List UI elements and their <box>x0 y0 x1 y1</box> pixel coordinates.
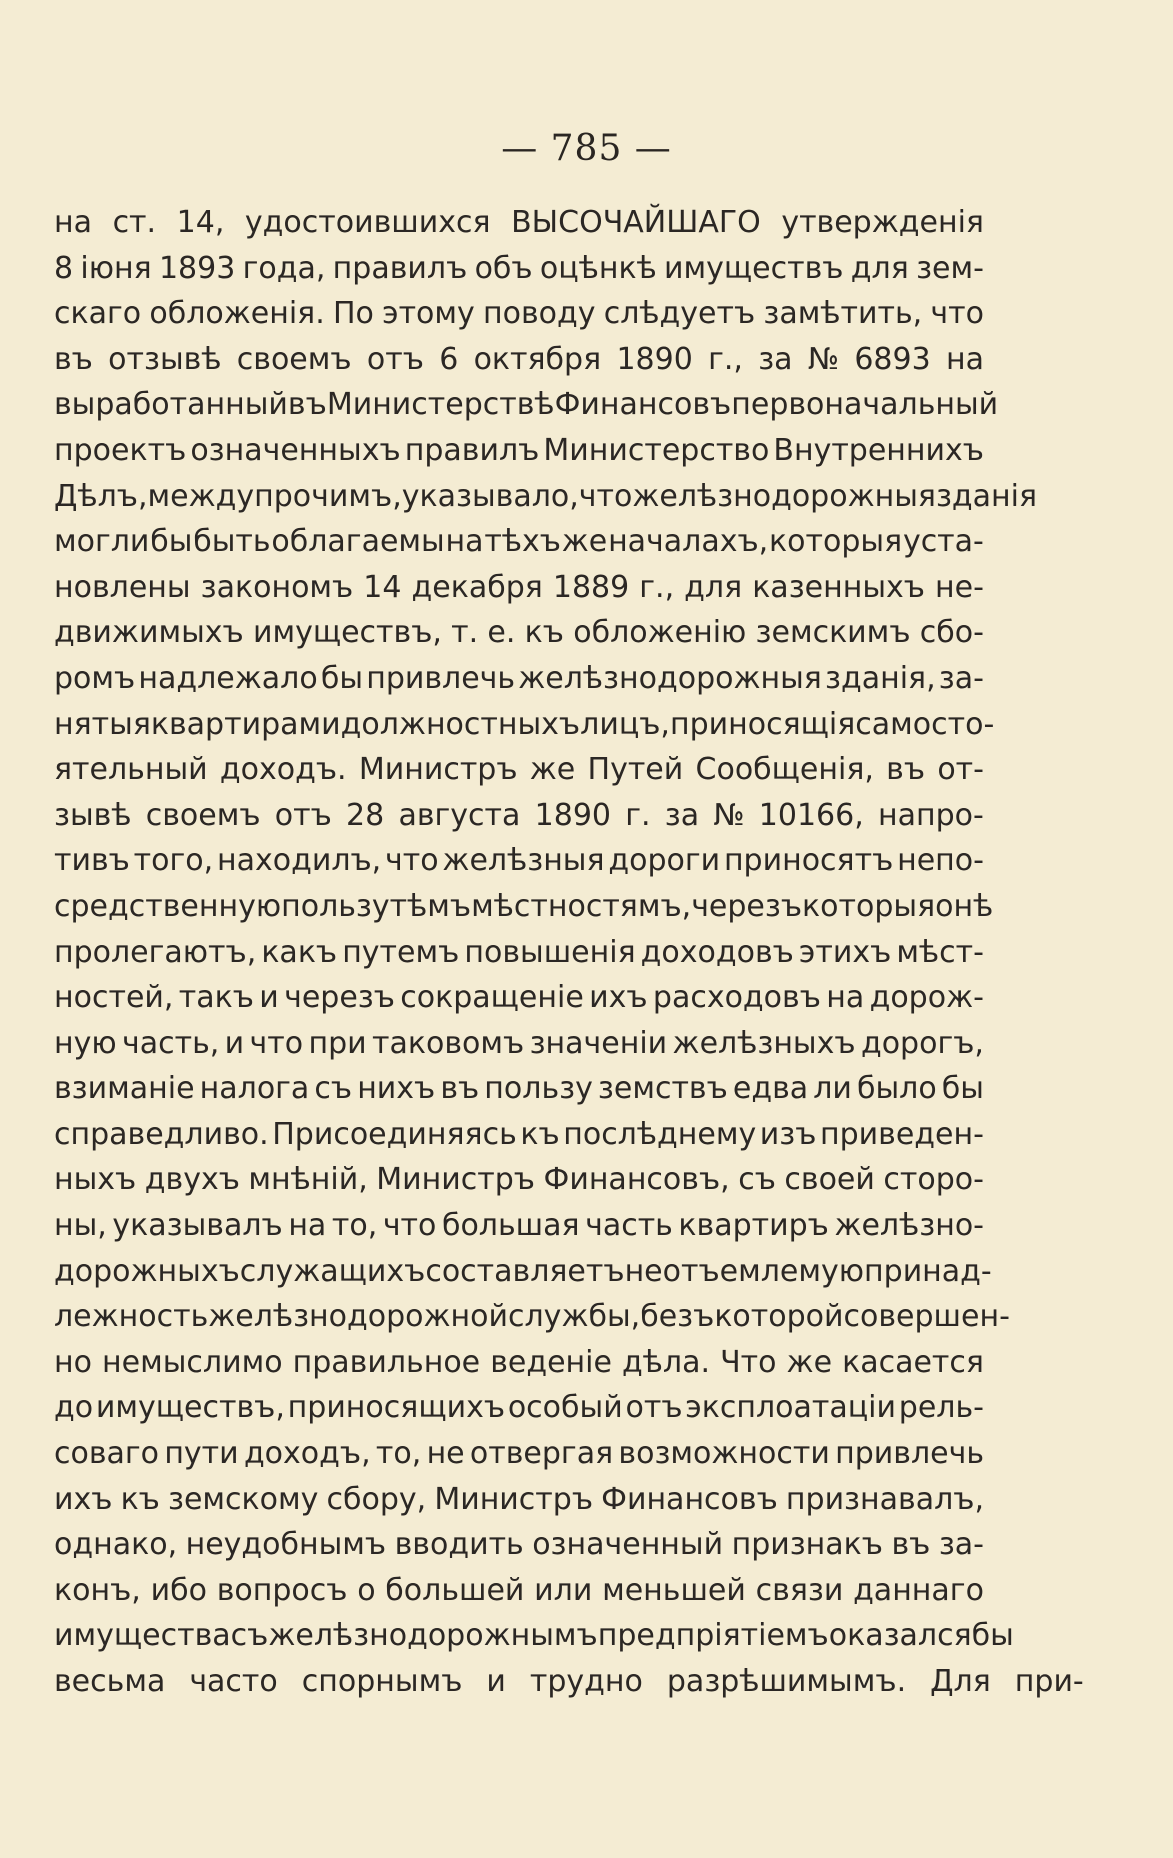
word: особый <box>507 1390 623 1426</box>
word: въ <box>891 1527 931 1563</box>
word: неотъемлемую <box>624 1253 865 1289</box>
text-line <box>54 747 984 793</box>
word: весьма <box>54 1664 166 1699</box>
word: Для <box>930 1664 991 1699</box>
word: средственную <box>54 888 282 924</box>
word: желѣзныя <box>442 843 605 879</box>
word: скаго <box>54 296 142 332</box>
word: мѣст- <box>896 934 984 970</box>
text-line <box>54 884 994 930</box>
word: для <box>850 250 909 286</box>
word: и <box>224 1025 245 1061</box>
word: означенный <box>532 1527 724 1563</box>
text-line <box>54 246 984 292</box>
word: оцѣнкѣ <box>539 250 657 286</box>
word: Министерствѣ <box>326 387 555 423</box>
word: пролегаютъ, <box>54 934 257 970</box>
word: Министръ <box>358 752 518 788</box>
word: октября <box>473 341 602 377</box>
text-line <box>54 1249 992 1295</box>
word: не <box>426 1436 465 1472</box>
word: съ <box>314 1071 353 1107</box>
word: тѣхъ <box>484 524 561 560</box>
word: послѣднему <box>563 1116 757 1152</box>
word: Путей <box>587 752 684 788</box>
text-line <box>54 838 984 884</box>
word: составляетъ <box>425 1253 625 1289</box>
word: или <box>534 1572 593 1608</box>
word: земскому <box>168 1481 319 1517</box>
word: 28 <box>346 797 385 833</box>
word: принад- <box>864 1253 992 1289</box>
word: имуществъ, <box>95 1390 285 1426</box>
word: напро- <box>878 797 984 833</box>
word: лежность <box>54 1299 209 1335</box>
word: и <box>486 1664 506 1699</box>
text-line <box>54 1021 984 1067</box>
word: іюня <box>80 250 152 286</box>
word: 6 <box>439 341 459 377</box>
word: налога <box>199 1071 310 1107</box>
word: въ <box>54 341 93 377</box>
word: желѣзнодорожныя <box>518 660 822 696</box>
word: Сообщенія, <box>695 752 874 788</box>
text-line <box>54 337 984 383</box>
word: совершен- <box>843 1299 1010 1335</box>
word: е. <box>487 615 516 651</box>
text-line <box>54 793 984 839</box>
word: Министръ <box>376 1162 535 1198</box>
text-line <box>54 1613 1014 1659</box>
word: вводить <box>394 1527 524 1563</box>
word: т. <box>451 615 479 651</box>
word: этому <box>382 296 475 332</box>
word: что <box>382 1208 437 1244</box>
word: Что <box>720 1344 777 1380</box>
text-line <box>54 975 984 1021</box>
word: неудобнымъ <box>185 1527 387 1563</box>
word: приносящихъ <box>287 1390 506 1426</box>
word: 14 <box>363 569 402 605</box>
word: связи <box>755 1572 844 1608</box>
text-line <box>54 930 984 976</box>
word: не- <box>935 569 984 605</box>
word: что <box>930 296 984 332</box>
word: разрѣшимымъ. <box>666 1664 907 1699</box>
text-line <box>54 1112 984 1158</box>
word: Дѣлъ, <box>54 478 148 514</box>
word: облагаемы <box>271 524 445 560</box>
word: ныхъ <box>54 1162 137 1198</box>
word: утвержденія <box>781 205 984 240</box>
word: желѣзныхъ <box>672 1025 856 1061</box>
word: выработанный <box>54 387 288 423</box>
body-text <box>54 200 1084 1705</box>
text-line <box>54 200 984 246</box>
word: имуществъ <box>664 250 844 286</box>
word: пути <box>164 1436 239 1472</box>
word: съ <box>738 1162 776 1198</box>
word: приносящія <box>669 706 856 742</box>
word: обложенія. <box>149 296 325 332</box>
word: привлечь <box>835 1436 984 1472</box>
word: Министръ <box>434 1481 594 1517</box>
word: Финансовъ, <box>543 1162 730 1198</box>
word: слѣдуетъ <box>603 296 756 332</box>
word: зданія, <box>825 660 936 696</box>
word: ВЫСОЧАЙШАГО <box>511 205 761 240</box>
word: эксплоатаціи <box>685 1390 897 1426</box>
word: ибо <box>150 1572 207 1608</box>
word: удостоившихся <box>244 205 491 240</box>
word: быть <box>193 524 271 560</box>
word: до <box>54 1390 94 1426</box>
word: отъ <box>274 797 332 833</box>
word: за <box>758 341 793 377</box>
word: большей <box>385 1572 525 1608</box>
word: ихъ <box>54 1481 113 1517</box>
text-line <box>54 1477 984 1523</box>
text-line <box>54 702 995 748</box>
word: того, <box>133 843 214 879</box>
word: желѣзно- <box>834 1208 984 1244</box>
word: то, <box>331 1208 378 1244</box>
word: лицъ, <box>580 706 670 742</box>
word: замѣтить, <box>763 296 923 332</box>
word: ную <box>54 1025 117 1061</box>
word: находилъ, <box>216 843 382 879</box>
word: часть, <box>122 1025 220 1061</box>
word: доходовъ <box>640 934 794 970</box>
word: за <box>664 797 700 833</box>
word: службы, <box>508 1299 641 1335</box>
word: же <box>529 752 576 788</box>
word: надлежало <box>138 660 318 696</box>
word: дорож- <box>869 980 984 1016</box>
word: уста- <box>902 524 984 560</box>
text-line <box>54 474 1038 520</box>
word: какъ <box>261 934 338 970</box>
word: земскимъ <box>755 615 911 651</box>
word: своемъ <box>145 797 261 833</box>
word: касается <box>842 1344 984 1380</box>
word: 1893 <box>158 250 236 286</box>
text-line <box>54 1203 984 1249</box>
word: отвергая <box>469 1436 614 1472</box>
word: доходъ. <box>219 752 347 788</box>
word: бы <box>320 660 364 696</box>
text-line <box>54 1522 984 1568</box>
text-line <box>54 1340 984 1386</box>
word: на <box>945 341 984 377</box>
word: расходовъ <box>652 980 821 1016</box>
word: указывало, <box>401 478 579 514</box>
word: отзывѣ <box>108 341 222 377</box>
word: часть <box>585 1208 673 1244</box>
word: черезъ <box>691 888 803 924</box>
word: путемъ <box>342 934 460 970</box>
word: 6893 <box>854 341 931 377</box>
word: въ <box>287 387 327 423</box>
word: ны, <box>54 1208 107 1244</box>
word: тивъ <box>54 843 130 879</box>
word: квартиръ <box>678 1208 829 1244</box>
word: на <box>826 980 865 1016</box>
text-line <box>54 656 984 702</box>
word: имуществъ, <box>252 615 442 651</box>
word: предпріятіемъ <box>597 1618 829 1654</box>
word: квартирами <box>150 706 341 742</box>
word: означенныхъ <box>190 432 401 468</box>
word: которой <box>714 1299 844 1335</box>
word: соваго <box>54 1436 160 1472</box>
word: поводу <box>483 296 596 332</box>
word: от- <box>937 752 984 788</box>
word: движимыхъ <box>54 615 244 651</box>
word: спорнымъ <box>301 1664 463 1699</box>
word: Финансовъ <box>601 1481 778 1517</box>
word: бы <box>971 1618 1014 1654</box>
word: самосто- <box>855 706 995 742</box>
word: желѣзнодорожной <box>208 1299 509 1335</box>
word: въ <box>886 752 926 788</box>
word: часто <box>189 1664 278 1699</box>
word: ли <box>813 1071 852 1107</box>
word: могли <box>54 524 150 560</box>
word: Внутреннихъ <box>773 432 984 468</box>
word: приносятъ <box>723 843 894 879</box>
word: своемъ <box>236 341 352 377</box>
word: рель- <box>898 1390 984 1426</box>
word: сторо- <box>883 1162 984 1198</box>
word: должностныхъ <box>340 706 581 742</box>
word: 10166, <box>758 797 864 833</box>
word: вопросъ <box>216 1572 348 1608</box>
word: этихъ <box>798 934 892 970</box>
word: 8 <box>54 250 74 286</box>
word: за- <box>938 660 984 696</box>
word: первоначальный <box>731 387 999 423</box>
text-line <box>54 519 984 565</box>
word: доходъ, <box>243 1436 371 1472</box>
word: бы <box>150 524 193 560</box>
text-line <box>54 382 999 428</box>
word: при- <box>1014 1664 1084 1699</box>
word: даннаго <box>853 1572 984 1608</box>
word: къ <box>120 1481 160 1517</box>
word: зем- <box>916 250 984 286</box>
word: которыя <box>769 524 903 560</box>
word: возможности <box>618 1436 830 1472</box>
word: проектъ <box>54 432 187 468</box>
word: дороги <box>608 843 721 879</box>
text-line <box>54 1294 1010 1340</box>
word: которыя <box>802 888 936 924</box>
text-line <box>54 1659 1084 1705</box>
word: что <box>249 1025 304 1061</box>
word: началахъ, <box>608 524 769 560</box>
word: № <box>713 797 745 833</box>
word: сбо- <box>919 615 984 651</box>
word: же <box>786 1344 833 1380</box>
word: признавалъ, <box>785 1481 984 1517</box>
word: непо- <box>897 843 984 879</box>
word: то, <box>375 1436 422 1472</box>
word: нихъ <box>357 1071 436 1107</box>
word: съ <box>230 1618 269 1654</box>
word: отъ <box>625 1390 683 1426</box>
text-line <box>54 428 984 474</box>
word: г., <box>639 569 675 605</box>
word: при <box>308 1025 367 1061</box>
word: ст. <box>112 205 157 240</box>
word: Финансовъ <box>554 387 732 423</box>
word: желѣзнодорожныя <box>632 478 936 514</box>
word: декабря <box>411 569 543 605</box>
word: Присоединяясь <box>272 1116 517 1152</box>
word: дорожныхъ <box>54 1253 240 1289</box>
word: трудно <box>529 1664 643 1699</box>
word: изъ <box>759 1116 817 1152</box>
word: служащихъ <box>239 1253 426 1289</box>
word: въ <box>440 1071 480 1107</box>
word: пользу <box>484 1071 593 1107</box>
word: 1890 <box>534 797 611 833</box>
word: для <box>684 569 743 605</box>
word: ностей, <box>54 980 174 1016</box>
word: было <box>856 1071 937 1107</box>
word: значеніи <box>529 1025 668 1061</box>
text-line <box>54 610 984 656</box>
word: веденіе <box>490 1344 612 1380</box>
word: къ <box>520 1116 560 1152</box>
word: онѣ <box>935 888 994 924</box>
word: но <box>54 1344 92 1380</box>
word: указывалъ <box>112 1208 283 1244</box>
word: нятыя <box>54 706 151 742</box>
word: тѣмъ <box>389 888 472 924</box>
word: № <box>807 341 840 377</box>
word: земствъ <box>597 1071 728 1107</box>
word: признакъ <box>731 1527 883 1563</box>
word: повышенія <box>464 934 636 970</box>
word: 1889 <box>552 569 630 605</box>
word: таковомъ <box>372 1025 525 1061</box>
text-line <box>54 291 984 337</box>
word: желѣзнодорожнымъ <box>268 1618 598 1654</box>
page-number: — 785 — <box>501 128 672 169</box>
text-line <box>54 1066 984 1112</box>
word: и <box>259 980 279 1016</box>
word: г. <box>625 797 651 833</box>
word: на <box>54 205 92 240</box>
word: года, <box>242 250 326 286</box>
word: же <box>561 524 608 560</box>
word: дорогъ, <box>860 1025 984 1061</box>
word: отъ <box>366 341 424 377</box>
word: о <box>357 1572 376 1608</box>
word: пользу <box>281 888 390 924</box>
word: двухъ <box>144 1162 240 1198</box>
word: закономъ <box>200 569 354 605</box>
word: прочимъ, <box>254 478 402 514</box>
text-line <box>54 1157 984 1203</box>
word: ятельный <box>54 752 208 788</box>
word: августа <box>398 797 521 833</box>
word: однако, <box>54 1527 178 1563</box>
word: что <box>385 843 439 879</box>
text-line <box>54 565 984 611</box>
word: правилъ <box>404 432 540 468</box>
word: меньшей <box>602 1572 746 1608</box>
word: ихъ <box>589 980 648 1016</box>
text-line <box>54 1568 984 1614</box>
word: приведен- <box>820 1116 984 1152</box>
word: своей <box>784 1162 875 1198</box>
word: что <box>578 478 633 514</box>
word: безъ <box>640 1299 715 1335</box>
word: 14, <box>176 205 225 240</box>
word: привлечь <box>366 660 516 696</box>
word: едва <box>732 1071 809 1107</box>
word: справедливо. <box>54 1116 269 1152</box>
word: большая <box>441 1208 580 1244</box>
word: объ <box>474 250 533 286</box>
word: бы <box>941 1071 984 1107</box>
word: на <box>288 1208 327 1244</box>
text-line <box>54 1431 984 1477</box>
word: такъ <box>178 980 254 1016</box>
word: Министерство <box>543 432 770 468</box>
word: мнѣній, <box>248 1162 368 1198</box>
word: зывѣ <box>54 797 132 833</box>
word: правилъ <box>332 250 468 286</box>
word: взиманіе <box>54 1071 195 1107</box>
word: обложенію <box>573 615 747 651</box>
word: оказался <box>828 1618 972 1654</box>
word: новлены <box>54 569 191 605</box>
word: черезъ <box>284 980 395 1016</box>
word: г., <box>708 341 743 377</box>
text-line <box>54 1385 984 1431</box>
word: немыслимо <box>102 1344 283 1380</box>
word: имущества <box>54 1618 231 1654</box>
word: сбору, <box>326 1481 427 1517</box>
word: за- <box>938 1527 984 1563</box>
word: къ <box>524 615 564 651</box>
word: зданія <box>935 478 1038 514</box>
word: конъ, <box>54 1572 141 1608</box>
word: на <box>445 524 484 560</box>
word: дѣла. <box>622 1344 711 1380</box>
word: По <box>332 296 374 332</box>
word: 1890 <box>616 341 693 377</box>
word: сокращеніе <box>400 980 584 1016</box>
word: между <box>147 478 255 514</box>
word: казенныхъ <box>752 569 925 605</box>
word: ромъ <box>54 660 136 696</box>
word: мѣстностямъ, <box>471 888 692 924</box>
word: правильное <box>292 1344 481 1380</box>
